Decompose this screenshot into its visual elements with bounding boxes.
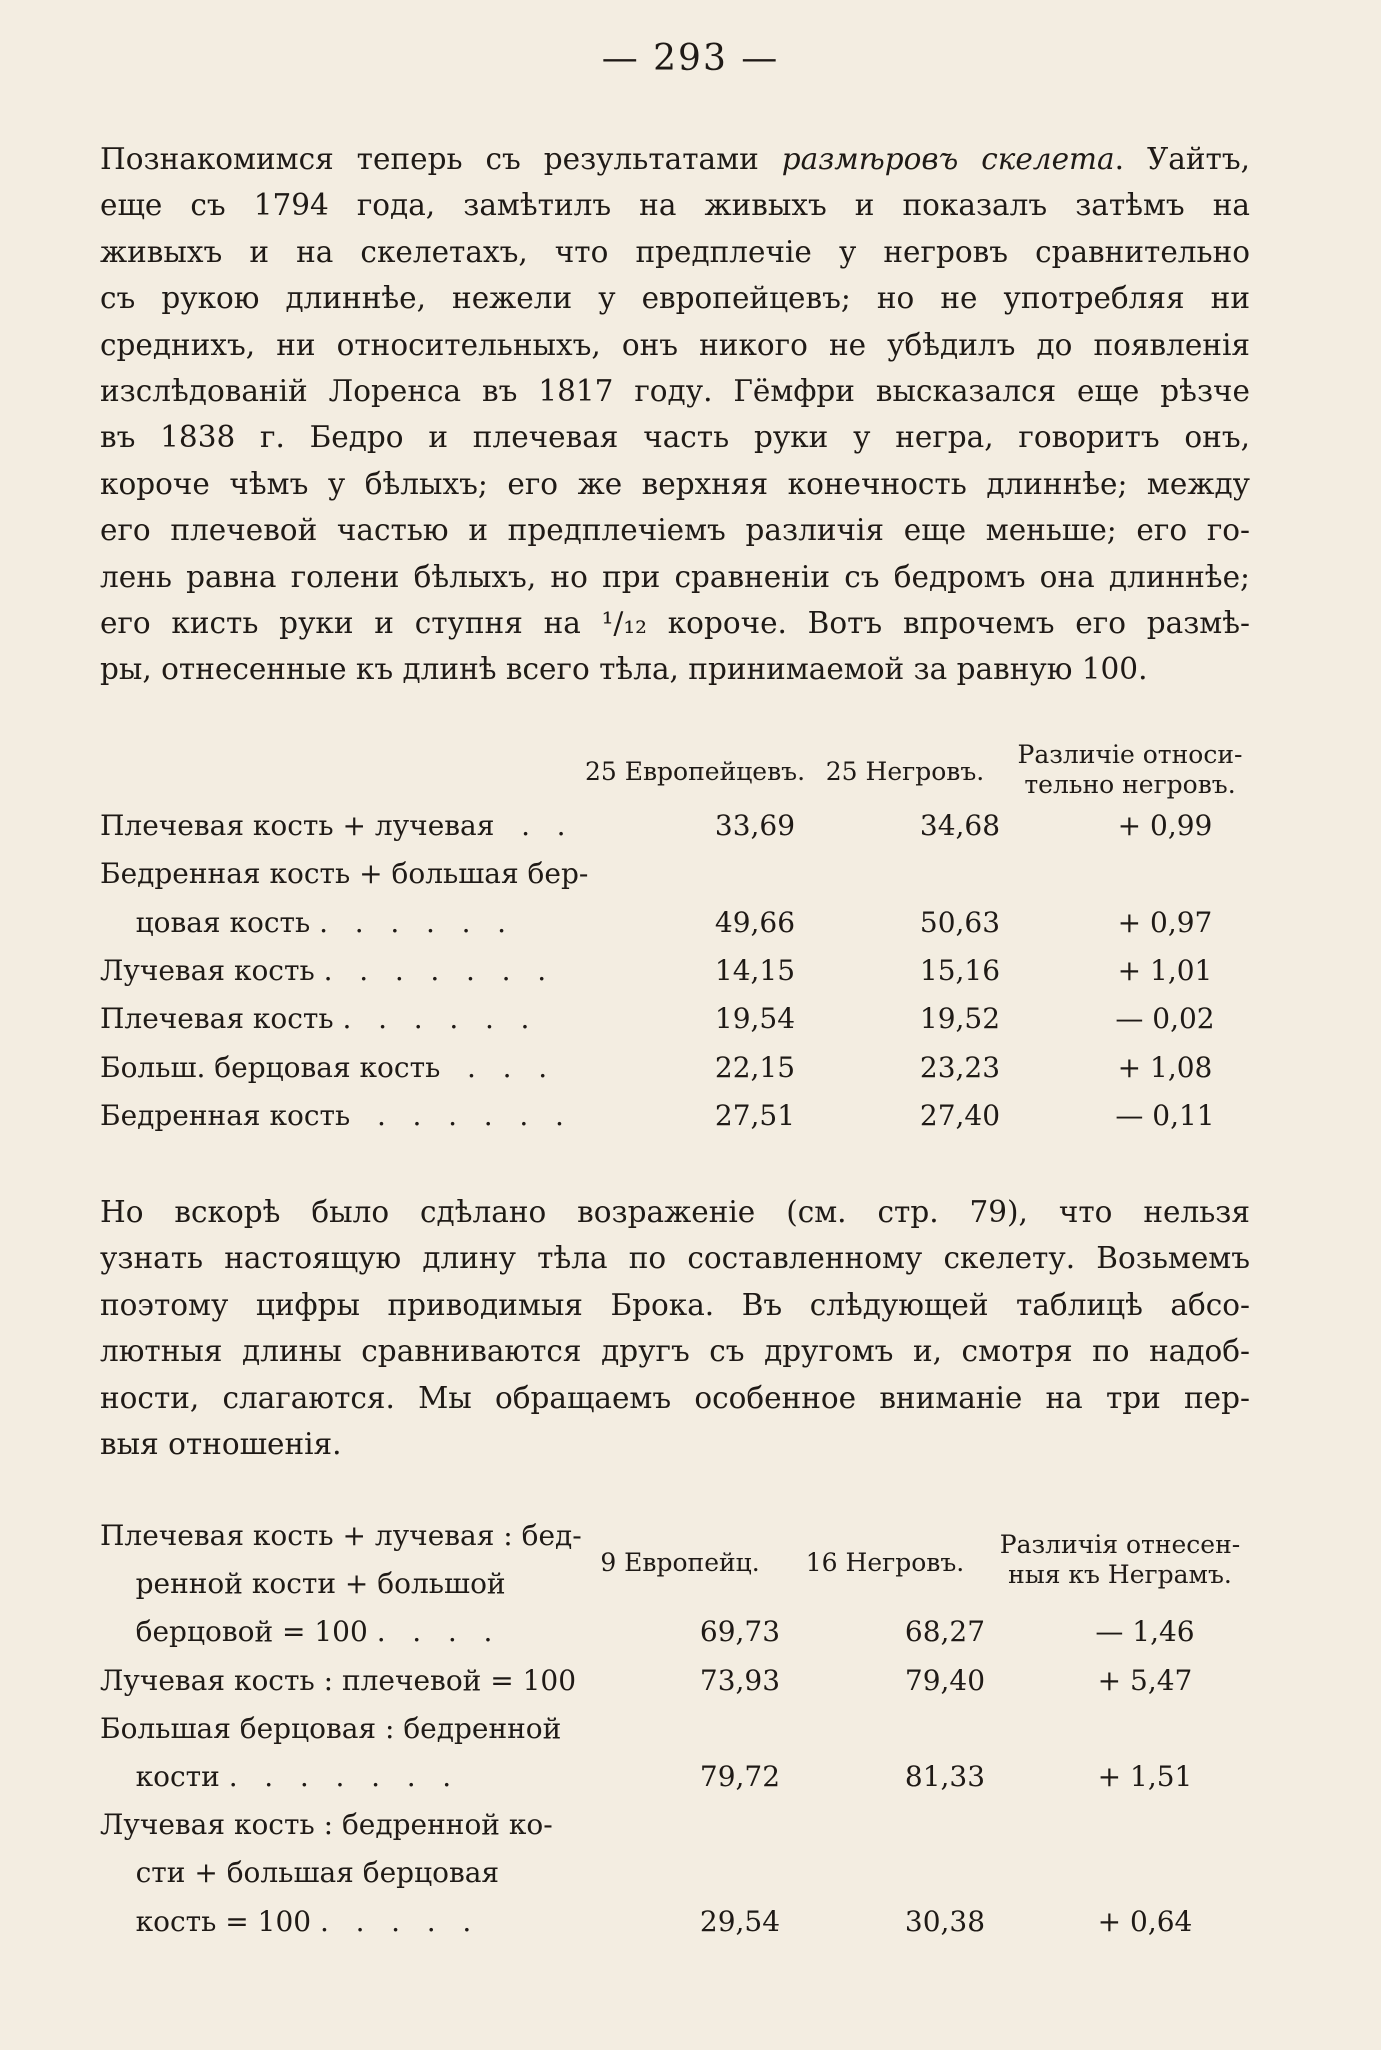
table2-header-difference: Различія отнесен- ныя къ Неграмъ. <box>999 1530 1241 1589</box>
table1-header-difference: Различіе относи- тельно негровъ. <box>1017 740 1243 799</box>
paragraph-line: его кисть руки и ступня на ¹/₁₂ короче. Вотъ впрочемъ его размѣ- <box>100 606 1250 641</box>
value-europeans: 22,15 <box>714 1050 796 1084</box>
value-negroes: 15,16 <box>919 953 1001 987</box>
row-label: Больш. берцовая кость . . . <box>100 1050 548 1084</box>
value-difference: + 5,47 <box>1097 1663 1193 1697</box>
paragraph-line: живыхъ и на скелетахъ, что предплечіе у негровъ сравнительно <box>100 234 1250 269</box>
paragraph-1 <box>100 136 1250 693</box>
row-label: Плечевая кость + лучевая : бед- <box>100 1519 582 1552</box>
value-difference: + 1,01 <box>1117 953 1213 987</box>
table-row <box>100 1905 1250 1953</box>
paragraph-line: еще съ 1794 года, замѣтилъ на живыхъ и показалъ затѣмъ на <box>100 188 1250 223</box>
row-label: Лучевая кость : плечевой = 100 <box>100 1663 577 1697</box>
row-label: Плечевая кость . . . . . . <box>100 1002 530 1036</box>
value-europeans: 79,72 <box>699 1760 781 1793</box>
value-difference: — 0,02 <box>1115 1002 1215 1036</box>
value-negroes: 19,52 <box>919 1002 1001 1036</box>
value-europeans: 14,15 <box>714 953 796 987</box>
paragraph-line: Но вскорѣ было сдѣлано возраженіе (см. стр. 79), что нельзя <box>100 1195 1250 1229</box>
page-number: — 293 — <box>601 38 780 79</box>
paragraph-line: его плечевой частью и предплечіемъ различія еще меньше; его го- <box>100 513 1250 548</box>
value-difference: + 0,97 <box>1117 905 1213 939</box>
value-europeans: 19,54 <box>714 1002 796 1036</box>
value-negroes: 81,33 <box>904 1760 986 1793</box>
value-difference: + 0,99 <box>1117 809 1213 842</box>
row-label: Большая берцовая : бедренной <box>100 1711 562 1745</box>
value-europeans: 29,54 <box>699 1904 781 1938</box>
row-label: кости . . . . . . . <box>100 1760 452 1793</box>
paragraph-line: въ 1838 г. Бедро и плечевая часть руки у негра, говоритъ онъ, <box>100 420 1250 455</box>
row-label: Бедренная кость + большая бер- <box>100 857 589 891</box>
table-row <box>100 1002 1250 1050</box>
table-row <box>100 1519 1250 1567</box>
table-row <box>100 1051 1250 1099</box>
value-europeans: 73,93 <box>699 1663 781 1697</box>
paragraph-2 <box>100 1189 1250 1467</box>
value-negroes: 34,68 <box>919 809 1001 842</box>
row-label: ренной кости + большой <box>100 1567 506 1601</box>
paragraph-line: узнать настоящую длину тѣла по составленному скелету. Возьмемъ <box>100 1241 1250 1276</box>
value-difference: — 1,46 <box>1095 1615 1195 1649</box>
table-row <box>100 1567 1250 1615</box>
table2-header-europeans: 9 Европейц. <box>600 1548 760 1577</box>
value-negroes: 79,40 <box>904 1663 986 1697</box>
table-row <box>100 954 1250 1002</box>
table1-header-negroes: 25 Негровъ. <box>825 757 985 786</box>
paragraph-line: Познакомимся теперь съ результатами размѣровъ скелета. Уайтъ, <box>100 142 1250 176</box>
paragraph-line: поэтому цифры приводимыя Брока. Въ слѣдующей таблицѣ абсо- <box>100 1287 1250 1322</box>
value-europeans: 27,51 <box>714 1098 796 1132</box>
value-difference: — 0,11 <box>1115 1098 1215 1132</box>
value-negroes: 68,27 <box>904 1615 986 1649</box>
value-europeans: 33,69 <box>714 809 796 842</box>
table1-header-europeans: 25 Европейцевъ. <box>584 757 806 786</box>
italic-phrase: размѣровъ скелета <box>781 142 1115 176</box>
value-europeans: 49,66 <box>714 905 796 939</box>
table-row <box>100 1664 1250 1712</box>
value-difference: + 1,08 <box>1117 1050 1213 1084</box>
paragraph-line: ности, слагаются. Мы обращаемъ особенное вниманіе на три пер- <box>100 1380 1250 1415</box>
table-row <box>100 857 1250 905</box>
value-difference: + 0,64 <box>1097 1904 1193 1938</box>
paragraph-line: выя отношенія. <box>100 1427 342 1462</box>
paragraph-line: съ рукою длиннѣе, нежели у европейцевъ; но не употребляя ни <box>100 281 1250 316</box>
value-negroes: 27,40 <box>919 1098 1001 1132</box>
table-row <box>100 1712 1250 1760</box>
table2-header-negroes: 16 Негровъ. <box>805 1548 965 1577</box>
paragraph-line: среднихъ, ни относительныхъ, онъ никого не убѣдилъ до появленія <box>100 327 1250 362</box>
value-negroes: 23,23 <box>919 1050 1001 1084</box>
table-row <box>100 809 1250 857</box>
table-row <box>100 1856 1250 1904</box>
table-row <box>100 906 1250 954</box>
row-label: цовая кость . . . . . . <box>100 905 507 939</box>
value-difference: + 1,51 <box>1097 1760 1193 1793</box>
row-label: Лучевая кость . . . . . . . <box>100 953 547 987</box>
row-label: берцовой = 100 . . . . <box>100 1615 493 1649</box>
row-label: Плечевая кость + лучевая . . <box>100 809 566 842</box>
paragraph-line: короче чѣмъ у бѣлыхъ; его же верхняя конечность длиннѣе; между <box>100 466 1250 501</box>
value-europeans: 69,73 <box>699 1615 781 1649</box>
row-label: Бедренная кость . . . . . . <box>100 1098 564 1132</box>
paragraph-line: изслѣдованій Лоренса въ 1817 году. Гёмфри высказался еще рѣзче <box>100 374 1250 409</box>
value-negroes: 30,38 <box>904 1904 986 1938</box>
value-negroes: 50,63 <box>919 905 1001 939</box>
row-label: сти + большая берцовая <box>100 1856 500 1890</box>
paragraph-line: лень равна голени бѣлыхъ, но при сравненіи съ бедромъ она длиннѣе; <box>100 559 1250 594</box>
table-row <box>100 1615 1250 1663</box>
table-row <box>100 1760 1250 1808</box>
row-label: Лучевая кость : бедренной ко- <box>100 1808 553 1842</box>
table-row <box>100 1808 1250 1856</box>
table-row <box>100 1099 1250 1147</box>
row-label: кость = 100 . . . . . <box>100 1904 472 1938</box>
paragraph-line: ры, отнесенные къ длинѣ всего тѣла, принимаемой за равную 100. <box>100 652 1148 687</box>
paragraph-line: лютныя длины сравниваются другъ съ другомъ и, смотря по надоб- <box>100 1334 1250 1369</box>
